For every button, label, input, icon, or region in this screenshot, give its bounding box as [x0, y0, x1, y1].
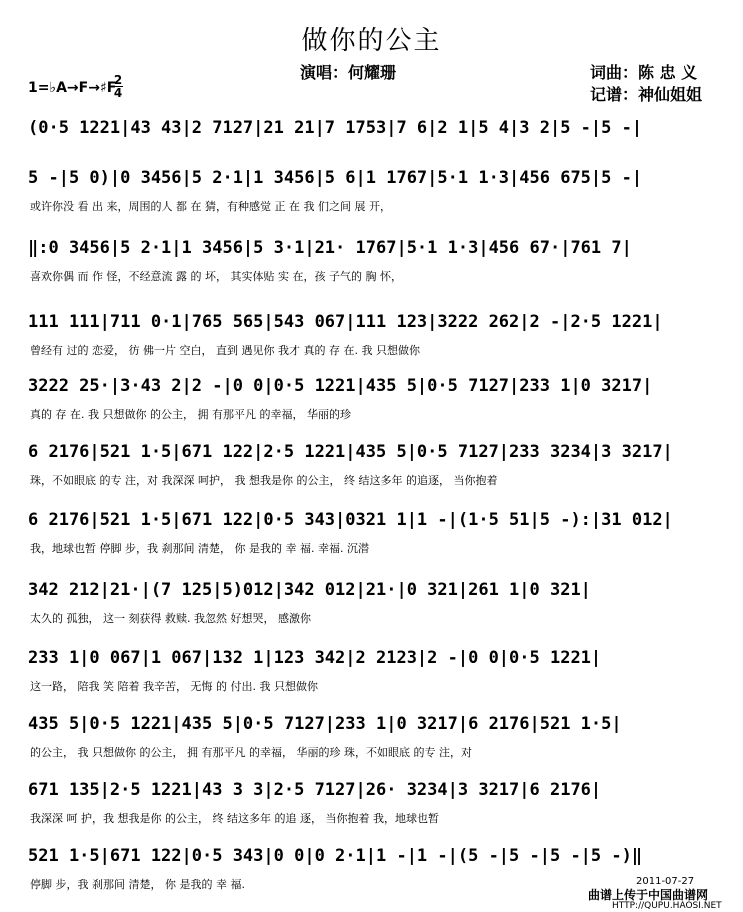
key-signature: 1=♭A→F→♯F — [28, 80, 117, 96]
notation-line: 6 2176|521 1·5|671 122|2·5 1221|435 5|0·5 7127|233 3234|3 3217| — [28, 442, 673, 462]
footer-source: 曲谱上传于中国曲谱网 — [588, 888, 709, 902]
lyrics-line: 太久的 孤独， 这一 刻获得 救赎. 我忽然 好想哭， 感激你 — [30, 612, 311, 625]
lyrics-line: 真的 存 在. 我 只想做你 的公主， 拥 有那平凡 的幸福， 华丽的珍 — [30, 408, 351, 421]
lyrics-line: 我，地球也暂 停脚 步，我 刹那间 清楚， 你 是我的 幸 福. 幸福. 沉潜 — [30, 542, 369, 555]
time-signature — [113, 74, 123, 99]
notation-line: 111 111|711 0·1|765 565|543 067|111 123|3222 262|2 -|2·5 1221| — [28, 312, 663, 332]
notation-line: 6 2176|521 1·5|671 122|0·5 343|0321 1|1 -|(1·5 51|5 -):|31 012| — [28, 510, 673, 530]
lyrics-line: 的公主， 我 只想做你 的公主， 拥 有那平凡 的幸福， 华丽的珍 珠，不如眼底 的专 注，对 — [30, 746, 472, 759]
notation-line: 3222 25·|3·43 2|2 -|0 0|0·5 1221|435 5|0·5 7127|233 1|0 3217| — [28, 376, 653, 396]
lyrics-line: 曾经有 过的 恋爱， 彷 佛一片 空白， 直到 遇见你 我才 真的 存 在. 我 只想做你 — [30, 344, 420, 357]
lyrics-line: 这一路， 陪我 笑 陪着 我辛苦， 无悔 的 付出. 我 只想做你 — [30, 680, 318, 693]
notation-line: 521 1·5|671 122|0·5 343|0 0|0 2·1|1 -|1 -|(5 -|5 -|5 -|5 -)‖ — [28, 846, 643, 866]
time-signature-bottom: 4 — [113, 86, 123, 100]
lyrics-line: 我深深 呵 护，我 想我是你 的公主， 终 结这多年 的追 逐， 当你抱着 我，地球也暂 — [30, 812, 439, 825]
notation-line: 671 135|2·5 1221|43 3 3|2·5 7127|26· 3234|3 3217|6 2176| — [28, 780, 602, 800]
notation-line: 233 1|0 067|1 067|132 1|123 342|2 2123|2 -|0 0|0·5 1221| — [28, 648, 602, 668]
notation-line: 342 212|21·|(7 125|5)012|342 012|21·|0 321|261 1|0 321| — [28, 580, 591, 600]
transcriber-credit: 记谱：神仙姐姐 — [590, 85, 703, 104]
time-signature-top: 2 — [113, 73, 123, 87]
notation-line: 5 -|5 0)|0 3456|5 2·1|1 3456|5 6|1 1767|5·1 1·3|456 675|5 -| — [28, 168, 643, 188]
score-title: 做你的公主 — [301, 26, 442, 56]
lyrics-line: 或许你没 看 出 来，周围的人 都 在 猜，有种感觉 正 在 我 们之间 展 开， — [30, 200, 391, 213]
composer-credit: 词曲：陈 忠 义 — [590, 63, 698, 82]
footer-date: 2011-07-27 — [636, 876, 695, 887]
notation-line: (0·5 1221|43 43|2 7127|21 21|7 1753|7 6|2 1|5 4|3 2|5 -|5 -| — [28, 118, 643, 138]
singer-credit: 演唱：何耀珊 — [300, 63, 397, 82]
lyrics-line: 珠，不如眼底 的专 注，对 我深深 呵护， 我 想我是你 的公主， 终 结这多年 的追逐， 当你抱着 — [30, 474, 498, 487]
lyrics-line: 停脚 步，我 刹那间 清楚， 你 是我的 幸 福. — [30, 878, 245, 891]
notation-line: ‖:0 3456|5 2·1|1 3456|5 3·1|21· 1767|5·1 1·3|456 67·|761 7| — [28, 238, 632, 258]
lyrics-line: 喜欢你偶 而 作 怪，不经意流 露 的 坏， 其实体贴 实 在，孩 子气的 胸 怀， — [30, 270, 402, 283]
footer-url: HTTP://QUPU.HAOSI.NET — [612, 901, 722, 911]
notation-line: 435 5|0·5 1221|435 5|0·5 7127|233 1|0 3217|6 2176|521 1·5| — [28, 714, 622, 734]
